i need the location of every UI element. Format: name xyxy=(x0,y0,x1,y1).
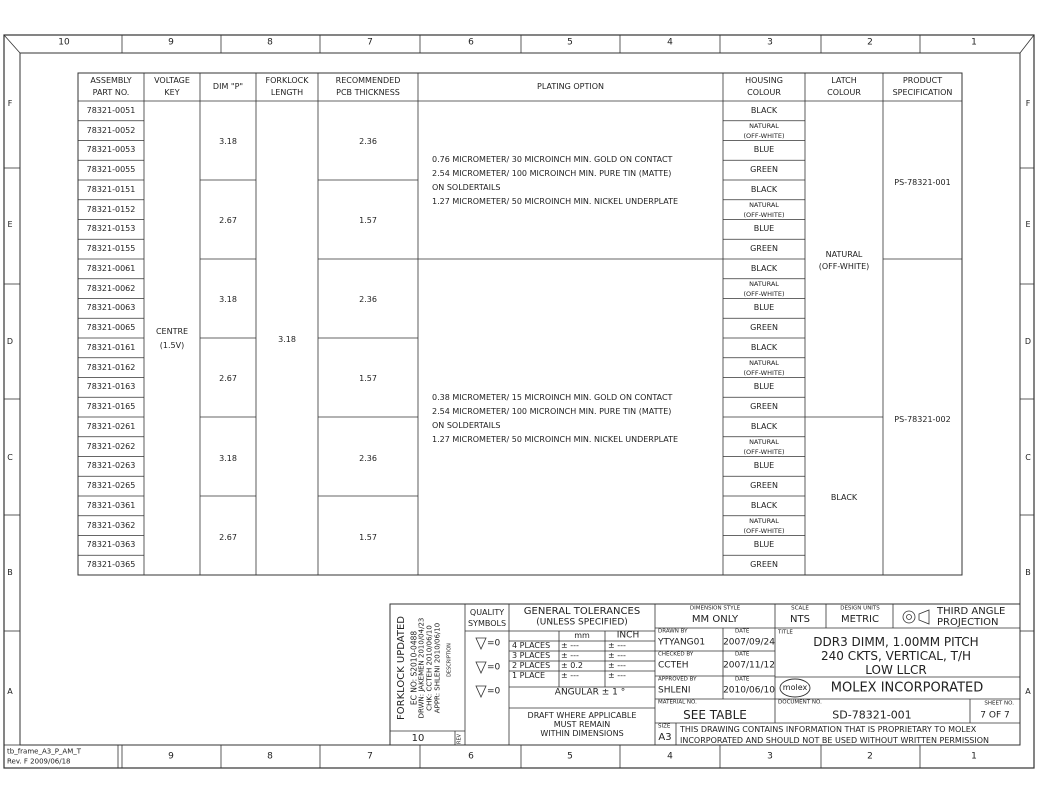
zone-label-top: 6 xyxy=(468,37,474,48)
zone-label-bottom: 6 xyxy=(468,751,474,762)
zone-label-left: C xyxy=(7,453,13,462)
plating-value: ON SOLDERTAILS xyxy=(432,183,501,192)
document-label: DOCUMENT NO. xyxy=(778,699,822,706)
zone-label-bottom: 2 xyxy=(867,751,873,762)
pcb-value: 2.36 xyxy=(359,295,377,304)
zone-label-bottom: 4 xyxy=(667,751,673,762)
housing-colour: (OFF-WHITE) xyxy=(743,210,785,219)
zone-label-right: A xyxy=(1025,687,1031,696)
header-spec: SPECIFICATION xyxy=(892,88,953,97)
dim-value: 3.18 xyxy=(219,295,237,304)
tolerance-places: 1 PLACE xyxy=(512,671,546,680)
approved-by: SHLENI xyxy=(658,685,691,696)
projection-icon-inner xyxy=(907,615,912,620)
header-voltage: KEY xyxy=(164,88,180,97)
header-latch: COLOUR xyxy=(827,88,861,97)
checked-date-label: DATE xyxy=(735,651,750,658)
part-number: 78321-0261 xyxy=(86,421,136,431)
sheet-size: A3 xyxy=(658,732,672,743)
drawn-date-label: DATE xyxy=(735,628,750,635)
revision-text: CHK: CCTEH 2010/06/10 xyxy=(425,625,434,711)
drawing-title: DDR3 DIMM, 1.00MM PITCH xyxy=(813,635,979,649)
part-number: 78321-0263 xyxy=(86,461,136,471)
plating-value: 0.76 MICROMETER/ 30 MICROINCH MIN. GOLD ON CONTACT xyxy=(432,155,673,164)
tolerance-mm: ± --- xyxy=(561,651,579,660)
housing-colour: NATURAL xyxy=(749,279,779,288)
pcb-value: 1.57 xyxy=(359,216,377,225)
size-label: SIZE xyxy=(658,723,671,730)
quality-header: SYMBOLS xyxy=(467,619,507,628)
zone-label-bottom: 7 xyxy=(367,751,373,762)
corner-mark xyxy=(1020,35,1034,53)
plating-value: 0.38 MICROMETER/ 15 MICROINCH MIN. GOLD ON CONTACT xyxy=(432,393,673,402)
drawn-by: YTYANG01 xyxy=(658,637,706,648)
housing-colour: BLACK xyxy=(750,421,778,431)
plating-value: 1.27 MICROMETER/ 50 MICROINCH MIN. NICKEL UNDERPLATE xyxy=(432,435,679,444)
zone-label-top: 5 xyxy=(567,37,573,48)
plating-value: 2.54 MICROMETER/ 100 MICROINCH MIN. PURE TIN (MATTE) xyxy=(432,169,672,178)
zone-label-right: C xyxy=(1025,453,1031,462)
zone-label-bottom: 5 xyxy=(567,751,573,762)
housing-colour: GREEN xyxy=(750,481,778,491)
pcb-value: 2.36 xyxy=(359,454,377,463)
header-forklock: LENGTH xyxy=(270,88,304,97)
housing-colour: (OFF-WHITE) xyxy=(743,526,785,535)
checked-date: 2007/11/12 xyxy=(723,660,775,671)
housing-colour: (OFF-WHITE) xyxy=(743,368,785,377)
part-number: 78321-0051 xyxy=(86,105,136,115)
header-pcb: PCB THICKNESS xyxy=(336,88,400,97)
revision-text: FORKLOCK UPDATED xyxy=(396,616,407,720)
sheet-label: SHEET NO. xyxy=(984,700,1014,707)
part-number: 78321-0153 xyxy=(86,224,136,234)
housing-colour: BLUE xyxy=(753,461,775,471)
zone-label-top: 7 xyxy=(367,37,373,48)
design-units: METRIC xyxy=(841,614,879,625)
pcb-value: 2.36 xyxy=(359,137,377,146)
header-housing: COLOUR xyxy=(747,88,781,97)
housing-colour: BLUE xyxy=(753,145,775,155)
zone-label-right: E xyxy=(1025,220,1031,229)
voltage-value: (1.5V) xyxy=(159,341,185,350)
scale-label: SCALE xyxy=(791,605,809,612)
pcb-value: 1.57 xyxy=(359,374,377,383)
housing-colour: BLACK xyxy=(750,500,778,510)
revision-text: DRWN: JAKEMEN 2010/04/23 xyxy=(417,617,426,719)
latch-value: (OFF-WHITE) xyxy=(818,262,870,271)
housing-colour: NATURAL xyxy=(749,121,779,130)
projection-text: PROJECTION xyxy=(937,617,999,628)
part-number: 78321-0062 xyxy=(86,283,136,293)
housing-colour: NATURAL xyxy=(749,437,779,446)
tolerance-mm: ± --- xyxy=(561,641,579,650)
part-number: 78321-0152 xyxy=(86,204,136,214)
inch-label: INCH xyxy=(616,630,640,641)
dim-value: 2.67 xyxy=(219,374,237,383)
checked-label: CHECKED BY xyxy=(658,651,694,658)
spec-table-outline xyxy=(78,73,962,575)
plating-value: 1.27 MICROMETER/ 50 MICROINCH MIN. NICKEL UNDERPLATE xyxy=(432,197,679,206)
quality-symbol-icon xyxy=(476,662,486,673)
dim-value: 2.67 xyxy=(219,533,237,542)
zone-label-bottom: 1 xyxy=(971,751,977,762)
company-name: MOLEX INCORPORATED xyxy=(830,680,984,696)
housing-colour: BLACK xyxy=(750,105,778,115)
draft-note: DRAFT WHERE APPLICABLE xyxy=(527,711,637,720)
tolerance-inch: ± --- xyxy=(608,671,626,680)
drawing-title: LOW LLCR xyxy=(865,663,927,677)
housing-colour: (OFF-WHITE) xyxy=(743,131,785,140)
part-number: 78321-0052 xyxy=(86,125,136,135)
housing-colour: BLACK xyxy=(750,263,778,273)
part-number: 78321-0065 xyxy=(86,323,136,333)
tolerance-mm: ± 0.2 xyxy=(561,661,583,670)
frame-id: tb_frame_A3_P_AM_T xyxy=(7,747,82,756)
housing-colour: (OFF-WHITE) xyxy=(743,447,785,456)
design-units-label: DESIGN UNITS xyxy=(840,605,880,612)
housing-colour: GREEN xyxy=(750,244,778,254)
housing-colour: GREEN xyxy=(750,323,778,333)
header-housing: HOUSING xyxy=(745,76,783,85)
housing-colour: BLUE xyxy=(753,540,775,550)
drawn-date: 2007/09/24 xyxy=(723,637,775,648)
zone-label-left: A xyxy=(7,687,13,696)
spec-value: PS-78321-001 xyxy=(894,178,951,187)
desc-label: DESCRIPTION xyxy=(446,643,453,677)
housing-colour: NATURAL xyxy=(749,358,779,367)
angular-tolerance: ANGULAR ± 1 ° xyxy=(554,687,626,698)
mm-label: mm xyxy=(574,631,590,640)
rev-label: REV xyxy=(456,733,463,745)
zone-label-top: 4 xyxy=(667,37,673,48)
part-number: 78321-0162 xyxy=(86,362,136,372)
part-number: 78321-0363 xyxy=(86,540,136,550)
housing-colour: BLUE xyxy=(753,303,775,313)
part-number: 78321-0163 xyxy=(86,382,136,392)
voltage-value: CENTRE xyxy=(155,327,189,336)
material-label: MATERIAL NO. xyxy=(658,699,697,706)
housing-colour: NATURAL xyxy=(749,200,779,209)
revision-text: APPR: SHLENI 2010/06/10 xyxy=(433,622,442,714)
drawn-label: DRAWN BY xyxy=(658,628,688,635)
approved-label: APPROVED BY xyxy=(658,676,697,683)
header-forklock: FORKLOCK xyxy=(265,76,309,85)
checked-by: CCTEH xyxy=(658,660,689,671)
tolerance-inch: ± --- xyxy=(608,651,626,660)
zone-label-bottom: 8 xyxy=(267,751,273,762)
title-label: TITLE xyxy=(778,629,793,636)
housing-colour: GREEN xyxy=(750,560,778,570)
quality-symbol-value: =0 xyxy=(487,686,501,697)
tolerance-places: 4 PLACES xyxy=(512,641,551,650)
revision-number: 10 xyxy=(411,733,425,744)
housing-colour: BLACK xyxy=(750,342,778,352)
tolerance-header: GENERAL TOLERANCES xyxy=(523,606,641,617)
zone-label-top: 2 xyxy=(867,37,873,48)
part-number: 78321-0061 xyxy=(86,263,136,273)
tolerance-inch: ± --- xyxy=(608,661,626,670)
header-spec: PRODUCT xyxy=(902,76,943,85)
part-number: 78321-0361 xyxy=(86,500,136,510)
draft-note: WITHIN DIMENSIONS xyxy=(540,729,624,738)
projection-text: THIRD ANGLE xyxy=(937,606,1006,617)
sheet-no: 7 OF 7 xyxy=(980,710,1010,721)
latch-value: NATURAL xyxy=(825,250,863,259)
spec-value: PS-78321-002 xyxy=(894,415,951,424)
quality-symbol-value: =0 xyxy=(487,662,501,673)
zone-label-top: 3 xyxy=(767,37,773,48)
forklock-value: 3.18 xyxy=(278,335,296,344)
proprietary-notice: INCORPORATED AND SHOULD NOT BE USED WITHOUT WRITTEN PERMISSION xyxy=(680,736,989,745)
zone-label-left: E xyxy=(7,220,13,229)
zone-label-left: F xyxy=(7,99,13,108)
material-no: SEE TABLE xyxy=(683,708,747,722)
header-voltage: VOLTAGE xyxy=(154,76,190,85)
header-pcb: RECOMMENDED xyxy=(335,76,401,85)
scale: NTS xyxy=(790,614,810,625)
proprietary-notice: THIS DRAWING CONTAINS INFORMATION THAT IS PROPRIETARY TO MOLEX xyxy=(680,725,977,734)
part-number: 78321-0362 xyxy=(86,520,136,530)
header-plating: PLATING OPTION xyxy=(537,82,604,91)
housing-colour: BLUE xyxy=(753,224,775,234)
quality-symbol-icon xyxy=(476,638,486,649)
zone-label-left: D xyxy=(6,337,14,346)
housing-colour: GREEN xyxy=(750,402,778,412)
housing-colour: (OFF-WHITE) xyxy=(743,289,785,298)
zone-label-bottom: 3 xyxy=(767,751,773,762)
tolerance-places: 2 PLACES xyxy=(512,661,551,670)
zone-label-left: B xyxy=(7,568,13,577)
part-number: 78321-0063 xyxy=(86,303,136,313)
approved-date: 2010/06/10 xyxy=(723,685,775,696)
zone-label-right: F xyxy=(1025,99,1031,108)
quality-header: QUALITY xyxy=(469,608,505,617)
dim-value: 2.67 xyxy=(219,216,237,225)
zone-label-top: 1 xyxy=(971,37,977,48)
part-number: 78321-0365 xyxy=(86,560,136,570)
projection-cone-icon xyxy=(919,610,929,624)
draft-note: MUST REMAIN xyxy=(553,720,611,729)
tolerance-mm: ± --- xyxy=(561,671,579,680)
zone-label-bottom: 9 xyxy=(168,751,174,762)
part-number: 78321-0155 xyxy=(86,244,136,254)
corner-mark xyxy=(4,35,20,53)
drawing-title: 240 CKTS, VERTICAL, T/H xyxy=(820,649,972,663)
part-number: 78321-0055 xyxy=(86,165,136,175)
housing-colour: BLACK xyxy=(750,184,778,194)
frame-rev: Rev. F 2009/06/18 xyxy=(7,757,71,766)
document-no: SD-78321-001 xyxy=(832,708,912,722)
part-number: 78321-0161 xyxy=(86,342,136,352)
molex-logo-text: molex xyxy=(782,683,808,692)
housing-colour: GREEN xyxy=(750,165,778,175)
part-number: 78321-0151 xyxy=(86,184,136,194)
pcb-value: 1.57 xyxy=(359,533,377,542)
housing-colour: BLUE xyxy=(753,382,775,392)
tolerance-header: (UNLESS SPECIFIED) xyxy=(536,617,628,628)
dimension-style-label: DIMENSION STYLE xyxy=(689,605,741,612)
approved-date-label: DATE xyxy=(735,676,750,683)
dim-value: 3.18 xyxy=(219,137,237,146)
zone-label-right: B xyxy=(1025,568,1031,577)
plating-value: 2.54 MICROMETER/ 100 MICROINCH MIN. PURE TIN (MATTE) xyxy=(432,407,672,416)
tolerance-inch: ± --- xyxy=(608,641,626,650)
header-part: PART NO. xyxy=(92,88,130,97)
housing-colour: NATURAL xyxy=(749,516,779,525)
zone-label-right: D xyxy=(1024,337,1032,346)
zone-label-top: 9 xyxy=(168,37,174,48)
part-number: 78321-0262 xyxy=(86,441,136,451)
part-number: 78321-0053 xyxy=(86,145,136,155)
revision-text: EC NO: S2010-0488 xyxy=(409,630,419,706)
dimension-style: MM ONLY xyxy=(691,614,739,625)
projection-icon xyxy=(903,611,915,623)
header-part: ASSEMBLY xyxy=(90,76,132,85)
zone-label-top: 10 xyxy=(58,37,70,48)
quality-symbol-icon xyxy=(476,686,486,697)
part-number: 78321-0165 xyxy=(86,402,136,412)
dim-value: 3.18 xyxy=(219,454,237,463)
latch-value: BLACK xyxy=(830,493,858,502)
quality-symbol-value: =0 xyxy=(487,638,501,649)
tolerance-places: 3 PLACES xyxy=(512,651,551,660)
header-dim: DIM "P" xyxy=(212,82,244,91)
zone-label-top: 8 xyxy=(267,37,273,48)
part-number: 78321-0265 xyxy=(86,481,136,491)
header-latch: LATCH xyxy=(831,76,857,85)
plating-value: ON SOLDERTAILS xyxy=(432,421,501,430)
